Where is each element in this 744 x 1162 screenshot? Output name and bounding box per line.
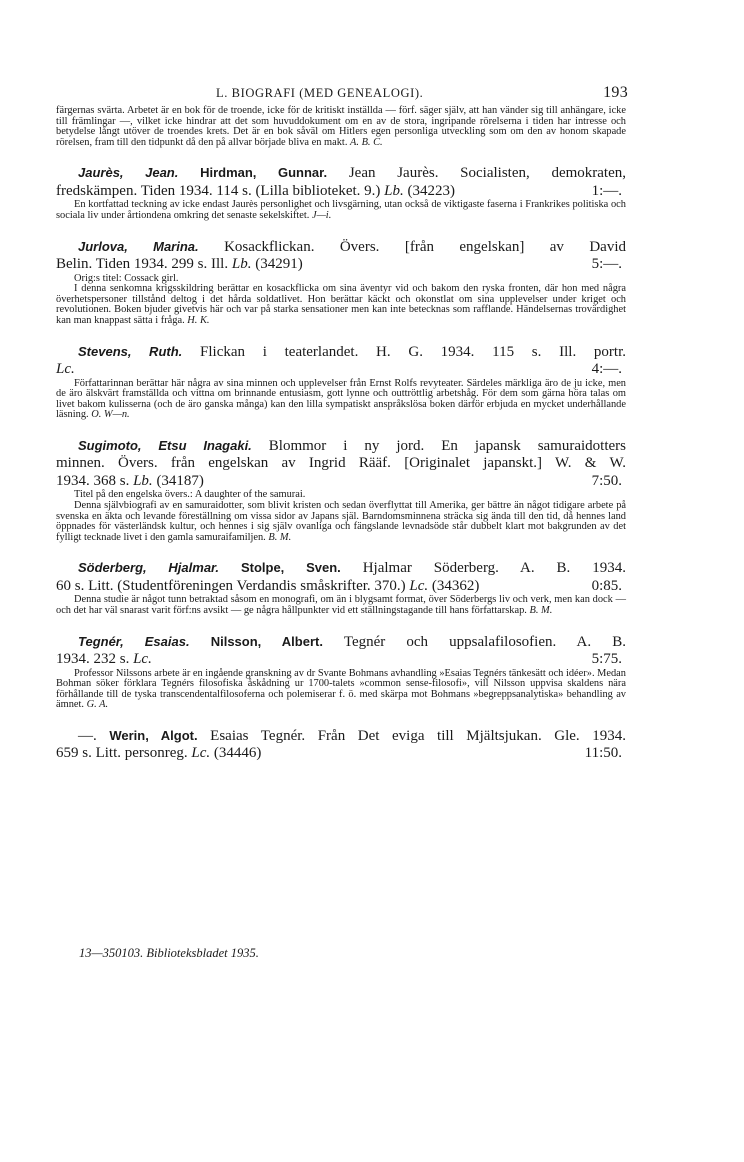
entry-heading-line2 <box>56 578 626 596</box>
entry-review <box>56 284 626 326</box>
running-header <box>56 84 628 106</box>
review-signature: B. M. <box>268 531 292 543</box>
entry-price: 1:—. <box>591 182 622 199</box>
review-signature: G. A. <box>86 699 109 711</box>
entry-author: Söderberg, Hjalmar. <box>78 560 220 576</box>
entry-class: Lb. <box>231 256 252 273</box>
intro-paragraph <box>56 106 626 148</box>
review-signature: O. W—n. <box>91 409 130 421</box>
page-footer-imprint: 13—350103. Biblioteksbladet 1935. <box>79 946 259 960</box>
entry-price: 4:—. <box>591 361 622 378</box>
entry-imprint: 659 s. Litt. personreg. <box>56 745 188 762</box>
entry-price: 0:85. <box>591 577 622 594</box>
entry-review <box>56 200 626 221</box>
entry-tegner-werin <box>56 727 626 763</box>
entry-title: Tegnér och uppsalafilosofien. A. B. <box>343 633 627 650</box>
running-title: L. BIOGRAFI (MED GENEALOGI). <box>216 86 424 100</box>
entry-original-title: Orig:s titel: Cossack girl. <box>74 272 179 284</box>
entry-tegner-nilsson <box>56 633 626 711</box>
entry-sugimoto <box>56 437 626 543</box>
page-body <box>56 106 626 763</box>
entry-author: Tegnér, Esaias. <box>78 633 190 649</box>
entry-heading-line3 <box>56 473 626 491</box>
entry-coauthor: Hirdman, Gunnar. <box>200 165 328 181</box>
entry-class: Lb. <box>384 182 404 199</box>
entry-imprint: fredskämpen. Tiden 1934. 114 s. (Lilla biblioteket. 9.) <box>56 182 381 199</box>
entry-price: 5:—. <box>591 256 622 273</box>
entry-heading <box>56 559 626 578</box>
entry-heading-line2 <box>56 455 626 473</box>
entry-dash: —. <box>78 727 97 744</box>
entry-heading-line2 <box>56 256 626 274</box>
entry-imprint: 1934. 368 s. <box>56 472 130 489</box>
entry-number: (34223) <box>407 182 455 199</box>
review-text: Författarinnan berättar här några av sina minnen och upplevelser från Ernst Rolfs revyteater. Särdeles märkliga äro de ju icke, men de äro älskvärt framställda och vittna om brinnande entusiasm, gott lynne och outtröttlig arbetshåg. För dem som gärna höra talas om livet bakom kulisserna (och de äro ganska många) kan den lilla sympatiskt anspråkslösa boken därför erbjuda en mycket underhållande läsning. <box>56 377 626 421</box>
entry-jaures <box>56 164 626 221</box>
entry-review <box>56 379 626 421</box>
intro-signature: A. B. C. <box>350 136 383 148</box>
entry-review <box>56 595 626 616</box>
entry-heading <box>56 437 626 456</box>
entry-heading <box>56 727 626 746</box>
review-text: En kortfattad teckning av icke endast Jaurès personlighet och livsgärning, utan också de viktigaste faserna i Frankrikes politiska och sociala liv under årtiondena omkring det senaste sekelskiftet. <box>56 199 626 221</box>
entry-heading <box>56 238 626 257</box>
review-signature: J—i. <box>311 209 332 221</box>
entry-soderberg <box>56 559 626 616</box>
entry-price: 7:50. <box>591 472 622 489</box>
entry-stevens <box>56 343 626 421</box>
page-number: 193 <box>603 84 628 101</box>
entry-title: Flickan i teaterlandet. H. G. 1934. 115 s. Ill. portr. <box>200 343 627 360</box>
entry-heading-line2 <box>56 361 626 379</box>
entry-original-title: Titel på den engelska övers.: A daughter of the samurai. <box>74 489 306 501</box>
entry-heading-line2 <box>56 183 626 201</box>
entry-price: 11:50. <box>584 745 622 762</box>
entry-imprint: 60 s. Litt. (Studentföreningen Verdandis småskrifter. 370.) <box>56 577 406 594</box>
entry-imprint: 1934. 232 s. <box>56 651 130 668</box>
intro-text: färgernas svärta. Arbetet är en bok för de troende, icke för de kritiskt inställda — förf. säger själv, att han vänder sig till anhängare, icke till främlingar —, vilket icke hindrar att det som huvuddokument om en av de stora, ingripande rörelserna i tiden har intresse och betydelse långt utöver de troendes krets. Det är en bok såväl om Hitlers egen personliga utveckling som om den av honom skapade rörelsen, fram till den tidpunkt då den på allvar började bliva en makt. <box>56 105 626 148</box>
entry-heading-line2 <box>56 745 626 763</box>
entry-author: Sugimoto, Etsu Inagaki. <box>78 437 252 453</box>
entry-title: Esaias Tegnér. Från Det eviga till Mjältsjukan. Gle. 1934. <box>210 727 626 744</box>
entry-title: Kosackflickan. Övers. [från engelskan] av David <box>224 238 627 255</box>
review-signature: H. K. <box>187 314 210 326</box>
review-text: I denna senkomna krigsskildring berättar en kosackflicka om sina äventyr vid och bakom den ryska fronten, där hon med några överhetspersoner tillstånd deltog i det hårda soldatlivet. Hon berättar käckt och okonstlat om sina upplevelser under kriget och revolutionen. Boken bjuder givetvis här och var på starka sensationer men kan inte betecknas som rafflande. Händelsernas trovärdighet kan man knappast sätta i fråga. <box>56 283 626 326</box>
entry-author: Stevens, Ruth. <box>78 343 183 359</box>
entry-number: (34446) <box>213 745 262 762</box>
review-text: Denna självbiografi av en samuraidotter, som blivit kristen och sedan överflyttat till Amerika, ger bättre än något tidigare arbete på svenska en äkta och levande föreställning om vissa sidor av Japans själ. Barndomsminnena sträcka sig ända till den tid, då hennes land öppnades för västerländsk kultur, och hennes i sig själv ovanliga och fängslande levnadsöde står dubbelt klart mot bakgrunden av det fylligt tecknade livet i den gamla samuraifamiljen. <box>56 500 626 543</box>
entry-heading <box>56 343 626 362</box>
entry-title: Hjalmar Söderberg. A. B. 1934. <box>362 560 626 577</box>
entry-review <box>56 669 626 711</box>
entry-class: Lc. <box>191 745 211 762</box>
entry-class: Lc. <box>133 651 152 668</box>
entry-title: Jean Jaurès. Socialisten, demokraten, <box>348 165 627 182</box>
entry-class: Lc. <box>56 361 75 378</box>
entry-number: (34187) <box>156 472 204 489</box>
entry-class: Lc. <box>409 577 429 594</box>
entry-number: (34291) <box>255 256 303 273</box>
review-text: Professor Nilssons arbete är en ingående granskning av dr Svante Bohmans avhandling »Esaias Tegnérs tänkesätt och idéer». Medan Bohman söker förklara Tegnérs filosofiska åskådning ur 1700-talets »common sense-filosofi», vill Nilsson uppvisa skaldens nära förhållande till de tyska transcendentalfilosoferna och polemiserar f. ö. med skärpa mot Bohmans »begreppsanalytiska» behandling av ämnet. <box>56 667 626 711</box>
entry-review <box>56 501 626 543</box>
entry-heading <box>56 633 626 652</box>
entry-title: Blommor i ny jord. En japansk samuraidotters <box>268 437 626 454</box>
entry-coauthor: Nilsson, Albert. <box>210 633 323 649</box>
review-text: Denna studie är något tunn betraktad såsom en monografi, om än i blygsamt format, över Söderbergs liv och verk, men kan dock — och det har väl snarast varit förf:ns avsikt — ge några hållpunkter vid ett ställningstagande till hans författarskap. <box>56 594 626 616</box>
entry-author: Jurlova, Marina. <box>78 238 199 254</box>
entry-number: (34362) <box>431 577 480 594</box>
entry-coauthor: Werin, Algot. <box>109 727 198 743</box>
entry-jurlova <box>56 238 626 327</box>
entry-imprint: Belin. Tiden 1934. 299 s. Ill. <box>56 256 229 273</box>
entry-author: Jaurès, Jean. <box>78 165 179 181</box>
entry-coauthor: Stolpe, Sven. <box>240 560 341 576</box>
entry-class: Lb. <box>133 472 153 489</box>
entry-heading <box>56 164 626 183</box>
entry-translation: minnen. Övers. från engelskan av Ingrid Rääf. [Originalet japanskt.] W. & W. <box>56 455 626 472</box>
entry-price: 5:75. <box>591 651 622 668</box>
review-signature: B. M. <box>529 604 553 616</box>
entry-heading-line2 <box>56 651 626 669</box>
